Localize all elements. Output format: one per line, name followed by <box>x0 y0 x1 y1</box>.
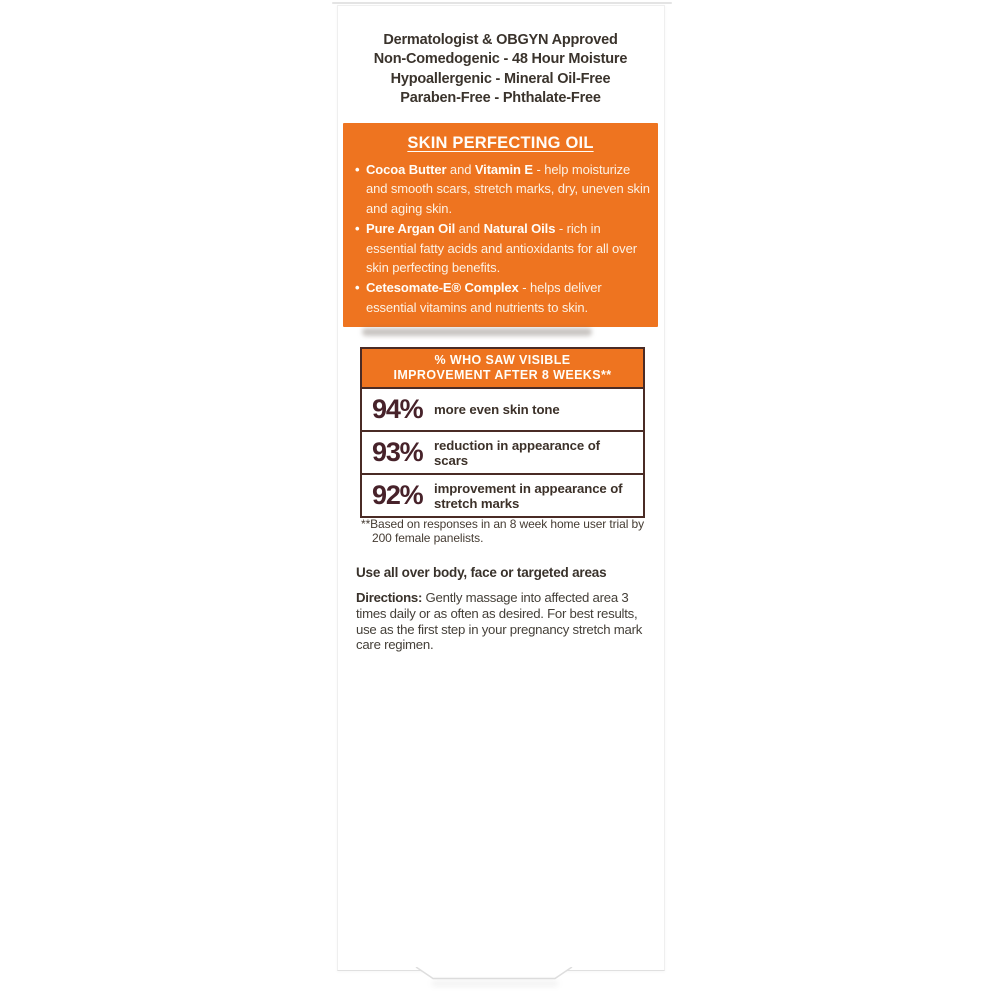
stat-percentage: 92% <box>372 480 423 510</box>
bullet-dot-icon: • <box>355 280 360 296</box>
stat-label: more even skin tone <box>434 402 560 417</box>
flap-shadow <box>432 981 558 986</box>
stat-label: reduction in appearance of scars <box>434 437 600 468</box>
stat-percentage: 93% <box>372 437 423 467</box>
stats-footnote: **Based on responses in an 8 week home user trial by 200 female panelists. <box>361 517 644 546</box>
stats-table-header <box>362 349 643 389</box>
stat-percentage: 94% <box>372 394 423 424</box>
claim-line: Dermatologist & OBGYN Approved <box>383 32 618 48</box>
skin-perfecting-oil-box <box>343 123 658 327</box>
benefit-text: Pure Argan Oil and Natural Oils - rich in essential fatty acids and antioxidants for all over skin perfecting benefits. <box>366 221 637 276</box>
bullet-dot-icon: • <box>355 221 360 237</box>
benefits-bullet-list <box>355 160 650 317</box>
stats-header-line: IMPROVEMENT AFTER 8 WEEKS** <box>393 367 612 382</box>
bullet-dot-icon: • <box>355 162 360 177</box>
benefit-bullet <box>355 278 650 317</box>
table-row <box>362 432 643 475</box>
directions-paragraph <box>356 590 644 653</box>
claim-line: Non-Comedogenic - 48 Hour Moisture <box>373 51 628 68</box>
box-bottom-tuck-flap <box>415 967 573 981</box>
claim-line: Hypoallergenic - Mineral Oil-Free <box>390 70 611 87</box>
usage-headline: Use all over body, face or targeted areas <box>356 565 607 580</box>
table-row <box>362 475 643 516</box>
claim-line: Paraben-Free - Phthalate-Free <box>400 89 601 106</box>
stats-header-line: % WHO SAW VISIBLE <box>434 353 571 367</box>
box-top-flap-crease <box>332 2 672 4</box>
directions-text: Gently massage into affected area 3 times daily or as often as desired. For best results, use as the first step in your pregnancy stretch mark care regimen. <box>356 590 643 653</box>
directions-label: Directions: <box>356 590 423 605</box>
blurred-text-artifact <box>362 328 592 336</box>
table-row <box>362 389 643 432</box>
benefit-bullet <box>355 160 650 218</box>
benefit-text: Cocoa Butter and Vitamin E - help moisturize and smooth scars, stretch marks, dry, uneven skin and aging skin. <box>366 162 650 216</box>
benefit-bullet <box>355 219 650 277</box>
improvement-stats-table <box>360 347 645 518</box>
benefits-title: SKIN PERFECTING OIL <box>407 134 594 152</box>
stat-label: improvement in appearance of stretch marks <box>434 480 623 511</box>
benefit-text: Cetesomate-E® Complex - helps deliver essential vitamins and nutrients to skin. <box>366 280 602 315</box>
header-claims-block <box>343 31 658 108</box>
